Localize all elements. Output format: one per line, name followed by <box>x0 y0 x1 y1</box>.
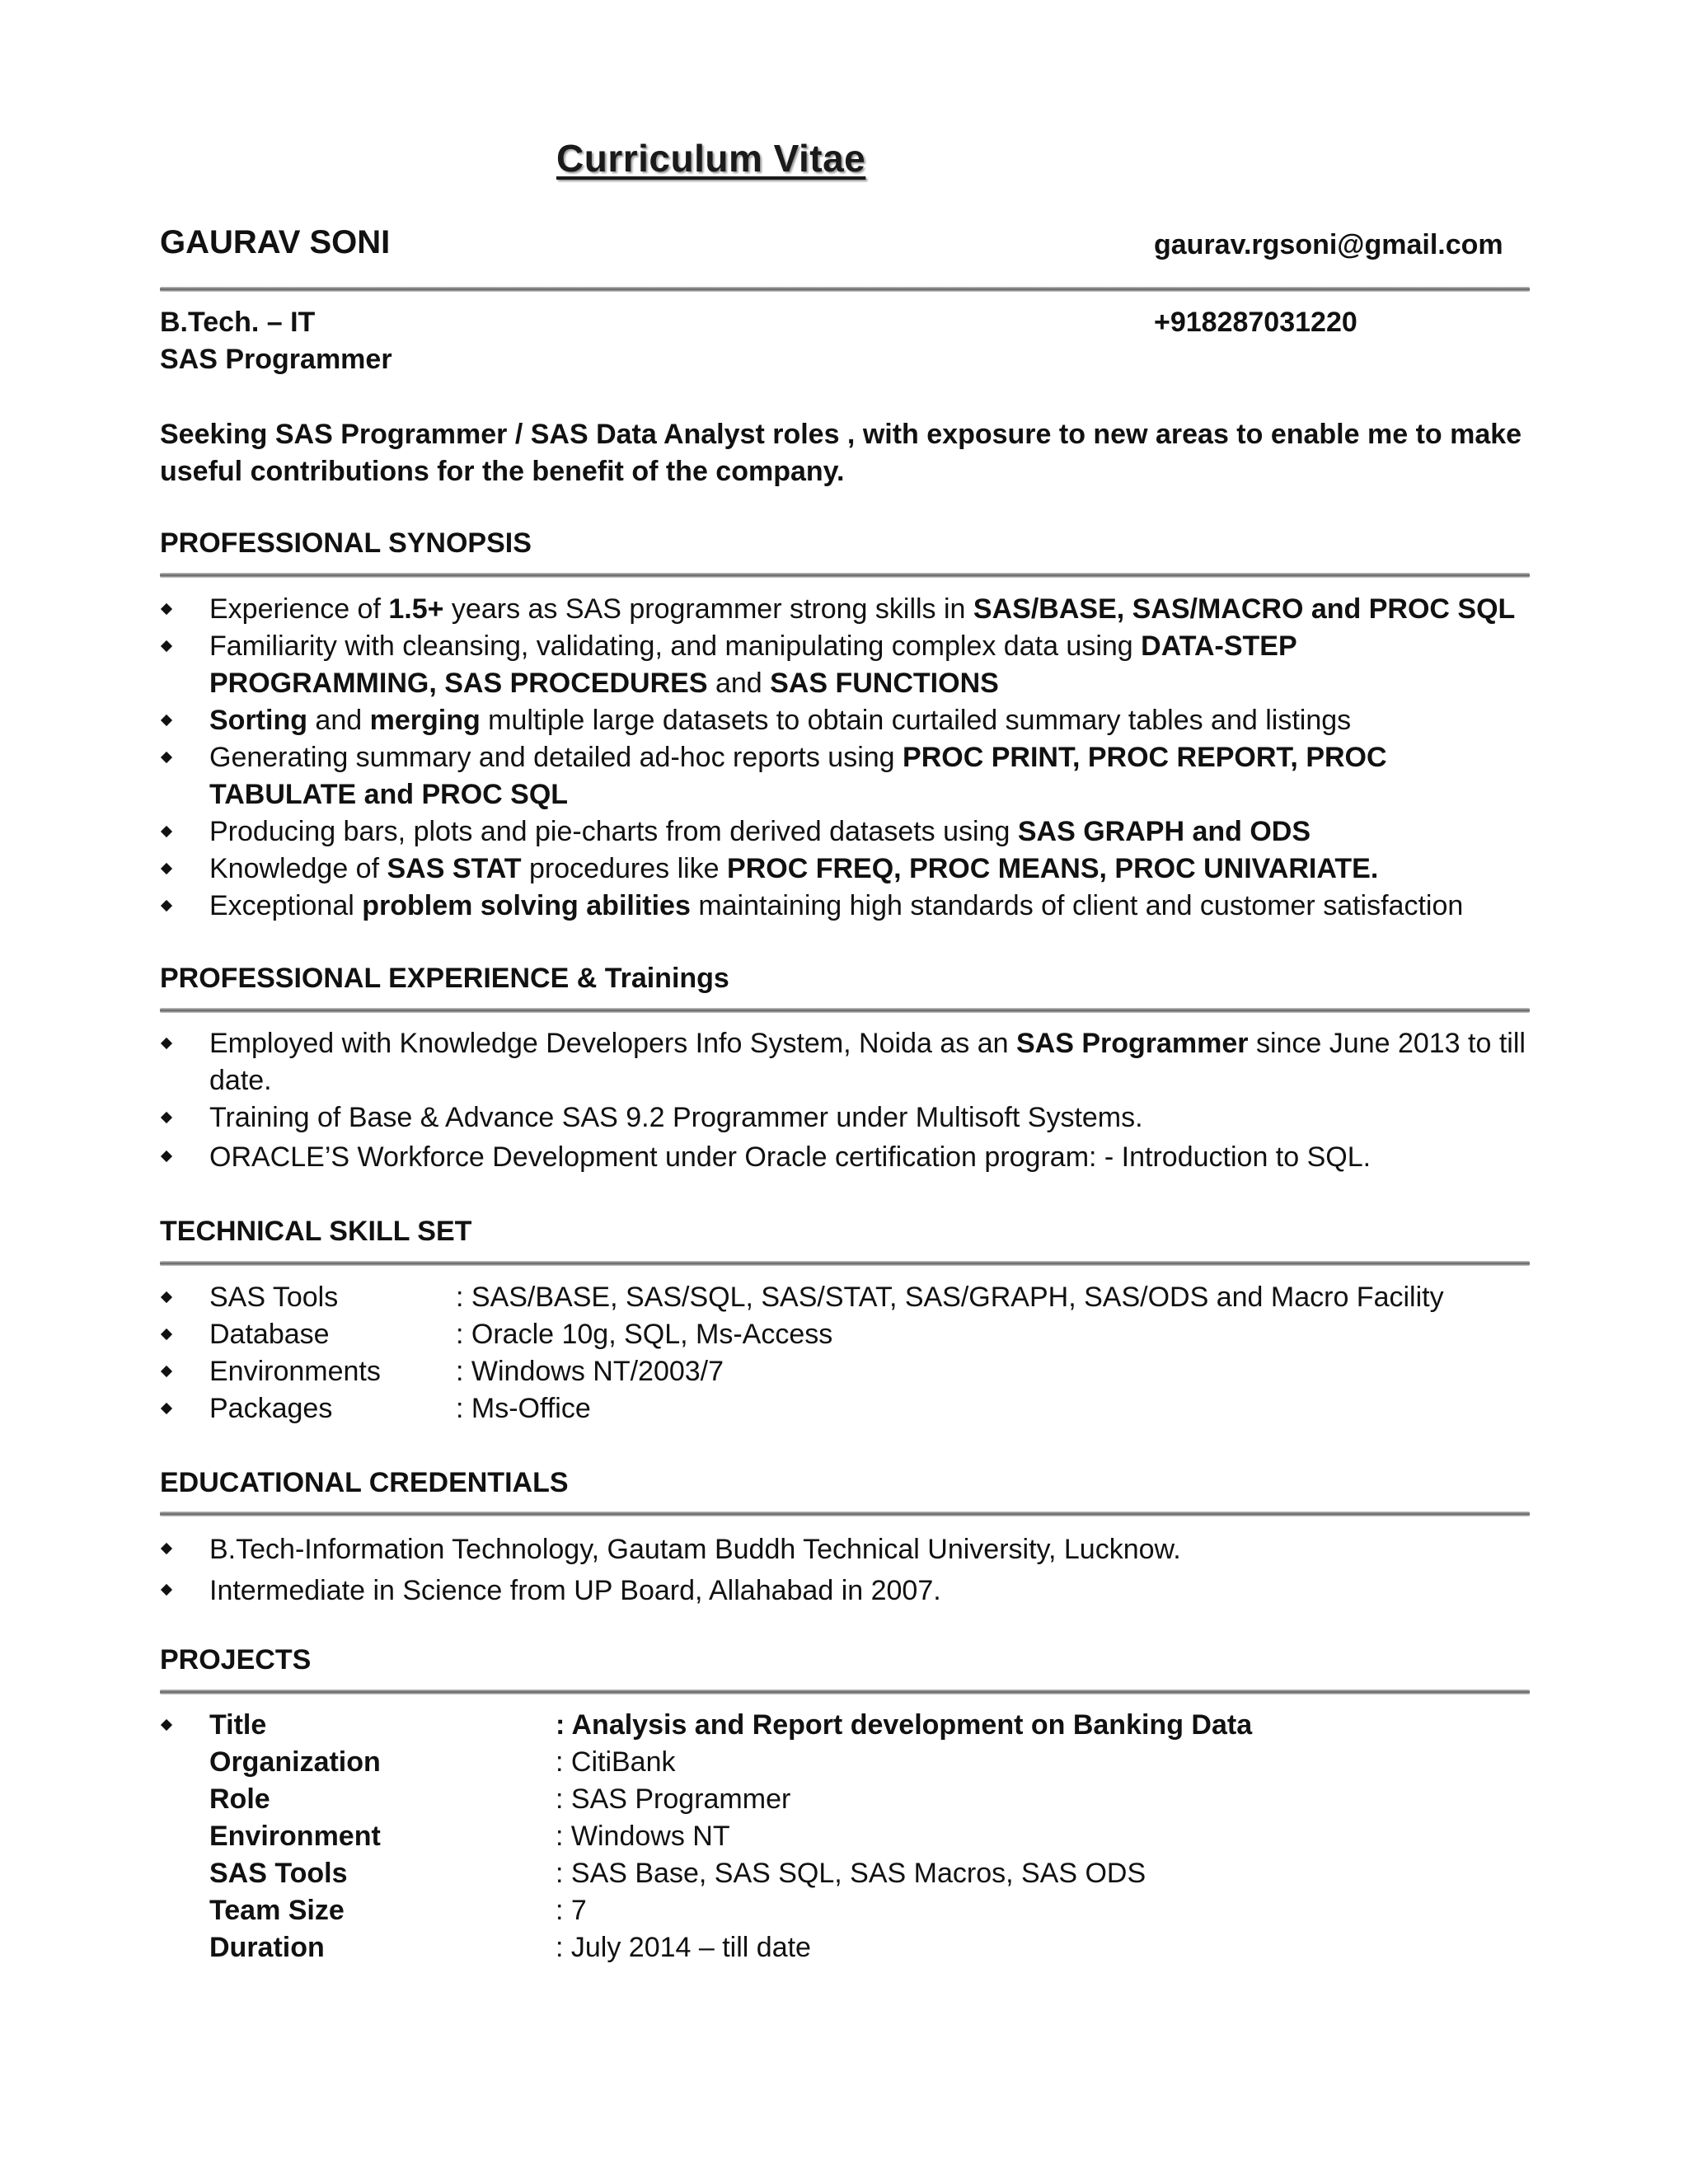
section-title-synopsis: PROFESSIONAL SYNOPSIS <box>160 527 532 559</box>
detail-value: : Windows NT/2003/7 <box>456 1356 724 1387</box>
detail-key: Packages <box>209 1393 333 1424</box>
diamond-bullet-icon <box>161 900 172 912</box>
text: Employed with Knowledge Developers Info System, Noida as an <box>209 1028 1016 1059</box>
bold-text: PROC FREQ, PROC MEANS, PROC UNIVARIATE. <box>727 853 1379 884</box>
detail-key: SAS Tools <box>209 1282 339 1313</box>
section-title-education: EDUCATIONAL CREDENTIALS <box>160 1467 569 1498</box>
detail-key: Role <box>209 1783 270 1815</box>
career-objective: Seeking SAS Programmer / SAS Data Analyst roles , with exposure to new areas to enable me to make useful contributions for the benefit of the company. <box>160 419 1522 487</box>
list-item <box>160 628 1530 702</box>
list-item <box>160 591 1530 628</box>
detail-value: : SAS Base, SAS SQL, SAS Macros, SAS ODS <box>556 1858 1146 1889</box>
header-divider <box>160 287 1530 292</box>
section-divider <box>160 1261 1530 1266</box>
detail-value: : 7 <box>556 1895 587 1926</box>
detail-row <box>160 1353 1530 1390</box>
resume-page <box>160 0 1530 2184</box>
text: Experience of <box>209 593 389 625</box>
section-title-projects: PROJECTS <box>160 1644 312 1675</box>
detail-key: Database <box>209 1319 330 1350</box>
bold-text: Sorting <box>209 705 307 736</box>
detail-value: : Oracle 10g, SQL, Ms-Access <box>456 1319 833 1350</box>
text: Training of Base & Advance SAS 9.2 Programmer under Multisoft Systems. <box>209 1102 1143 1133</box>
bold-text: SAS Programmer <box>1015 1028 1249 1059</box>
skills-table <box>160 1279 1530 1427</box>
text: since June 2013 to till date. <box>209 1028 1526 1096</box>
list-item <box>160 1025 1530 1099</box>
project-details <box>160 1707 1530 1966</box>
detail-value: : SAS Programmer <box>556 1783 791 1815</box>
section-divider <box>160 1511 1530 1516</box>
phone-number: +918287031220 <box>1154 307 1357 338</box>
diamond-bullet-icon <box>161 1719 172 1731</box>
text: years as SAS programmer strong skills in <box>443 593 973 625</box>
list-item <box>160 702 1530 739</box>
detail-row <box>160 1707 1530 1744</box>
text: B.Tech-Information Technology, Gautam Buddh Technical University, Lucknow. <box>209 1534 1181 1565</box>
list-item <box>160 813 1530 851</box>
degree: B.Tech. – IT <box>160 307 316 338</box>
text: ORACLE’S Workforce Development under Oracle certification program: - Introduction to SQL. <box>209 1141 1372 1173</box>
detail-key: SAS Tools <box>209 1858 348 1889</box>
diamond-bullet-icon <box>161 1291 172 1303</box>
current-role: SAS Programmer <box>160 344 392 375</box>
detail-row <box>160 1929 1530 1966</box>
bold-text: SAS STAT <box>387 853 522 884</box>
detail-value: : CitiBank <box>556 1746 676 1778</box>
text: Knowledge of <box>209 853 387 884</box>
detail-key: Environment <box>209 1821 381 1852</box>
section-title-experience: PROFESSIONAL EXPERIENCE & Trainings <box>160 963 729 994</box>
list-item <box>160 1099 1530 1137</box>
text: maintaining high standards of client and customer satisfaction <box>690 890 1464 921</box>
text: procedures like <box>521 853 728 884</box>
diamond-bullet-icon <box>161 1366 172 1377</box>
text: Intermediate in Science from UP Board, Allahabad in 2007. <box>209 1575 941 1606</box>
list-item <box>160 1570 1530 1611</box>
diamond-bullet-icon <box>161 1112 172 1123</box>
text: Familiarity with cleansing, validating, and manipulating complex data using <box>209 630 1142 662</box>
diamond-bullet-icon <box>161 1038 172 1049</box>
detail-row <box>160 1316 1530 1353</box>
section-divider <box>160 1690 1530 1694</box>
experience-list <box>160 1025 1530 1178</box>
bold-text: SAS/BASE, SAS/MACRO and PROC SQL <box>973 593 1516 625</box>
detail-key: Environments <box>209 1356 381 1387</box>
document-title: Curriculum Vitae <box>556 137 866 180</box>
candidate-name: GAURAV SONI <box>160 224 391 260</box>
text: Exceptional <box>209 890 363 921</box>
diamond-bullet-icon <box>161 1329 172 1340</box>
section-divider <box>160 573 1530 578</box>
diamond-bullet-icon <box>161 603 172 615</box>
detail-row <box>160 1818 1530 1855</box>
detail-row <box>160 1781 1530 1818</box>
bold-text: PROC PRINT, PROC REPORT, PROC TABULATE and PROC SQL <box>209 742 1387 810</box>
diamond-bullet-icon <box>161 826 172 837</box>
detail-value: : Ms-Office <box>456 1393 591 1424</box>
detail-row <box>160 1744 1530 1781</box>
text: Producing bars, plots and pie-charts from derived datasets using <box>209 816 1018 847</box>
section-divider <box>160 1008 1530 1013</box>
list-item <box>160 851 1530 888</box>
detail-key: Team Size <box>209 1895 345 1926</box>
bold-text: DATA-STEP PROGRAMMING, SAS PROCEDURES <box>209 630 1297 699</box>
list-item <box>160 1529 1530 1570</box>
detail-value: : July 2014 – till date <box>556 1932 811 1963</box>
diamond-bullet-icon <box>161 1151 172 1162</box>
text: Generating summary and detailed ad-hoc reports using <box>209 742 903 773</box>
list-item <box>160 888 1530 925</box>
list-item <box>160 739 1530 813</box>
diamond-bullet-icon <box>161 640 172 652</box>
diamond-bullet-icon <box>161 863 172 874</box>
detail-row <box>160 1855 1530 1892</box>
detail-row <box>160 1892 1530 1929</box>
synopsis-list <box>160 591 1530 925</box>
detail-value: : Analysis and Report development on Banking Data <box>556 1709 1253 1741</box>
bold-text: problem solving abilities <box>362 890 691 921</box>
detail-row <box>160 1279 1530 1316</box>
bold-text: merging <box>369 705 481 736</box>
detail-key: Organization <box>209 1746 381 1778</box>
detail-row <box>160 1390 1530 1427</box>
detail-value: : Windows NT <box>556 1821 730 1852</box>
diamond-bullet-icon <box>161 752 172 763</box>
diamond-bullet-icon <box>161 1403 172 1414</box>
text: and <box>307 705 370 736</box>
detail-value: : SAS/BASE, SAS/SQL, SAS/STAT, SAS/GRAPH, SAS/ODS and Macro Facility <box>456 1282 1444 1313</box>
email-address: gaurav.rgsoni@gmail.com <box>1154 229 1503 260</box>
diamond-bullet-icon <box>161 1584 172 1596</box>
detail-key: Title <box>209 1709 267 1741</box>
list-item <box>160 1137 1530 1178</box>
bold-text: SAS GRAPH and ODS <box>1017 816 1311 847</box>
text: and <box>707 668 771 699</box>
section-title-skills: TECHNICAL SKILL SET <box>160 1216 472 1247</box>
bold-text: 1.5+ <box>388 593 444 625</box>
diamond-bullet-icon <box>161 715 172 726</box>
bold-text: SAS FUNCTIONS <box>770 668 999 699</box>
detail-key: Duration <box>209 1932 325 1963</box>
diamond-bullet-icon <box>161 1543 172 1554</box>
text: multiple large datasets to obtain curtailed summary tables and listings <box>480 705 1352 736</box>
education-list <box>160 1529 1530 1611</box>
